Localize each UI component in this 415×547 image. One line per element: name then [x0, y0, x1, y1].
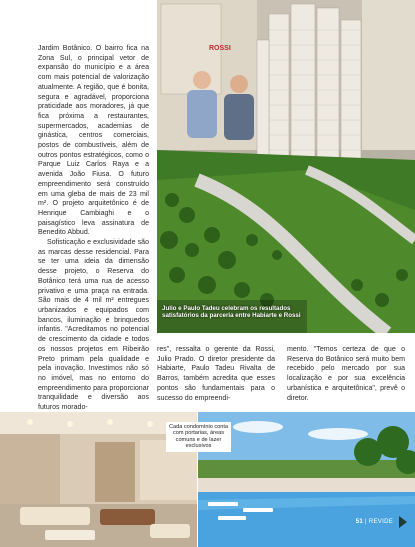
- magazine-name: REVIDE: [368, 519, 393, 525]
- rossi-sign: ROSSI: [209, 45, 231, 52]
- hero-photo-model: [157, 0, 415, 333]
- hero-caption: Julio e Paulo Tadeu celebram os resultados satisfatórios da parceria entre Habiarte e Rossi: [162, 305, 301, 320]
- article-column-2: res", ressalta o gerente da Rossi, Julio Prado. O diretor presidente da Habiarte, Paulo Tadeu Rivalta de Barros, também acredita que esses pontos são fundamentais para o sucesso do empreendi-: [157, 346, 275, 402]
- page-footer: [356, 519, 393, 525]
- page-number: 51: [355, 519, 364, 525]
- article-column-left: [38, 44, 149, 413]
- article-column-3: mento. "Temos certeza de que o Reserva do Botânico será muito bem recebido pelo mercado por sua localização e por sua excelência urbanística e arquitetônica", prevê o diretor.: [287, 346, 405, 402]
- next-page-arrow-icon[interactable]: [399, 516, 407, 528]
- model-illustration: [157, 0, 415, 333]
- pool-caption: Cada condomínio conta com portarias, áreas comuns e de lazer exclusivos: [166, 422, 231, 452]
- footer-separator: |: [365, 519, 367, 525]
- paragraph: Sofisticação e exclusividade são as marcas desse residencial. Para se ter uma ideia da dimensão desse projeto, o Reserva do Botânico terá uma rua de acesso privativo e uma praça na entrada. São mais de 4 mil m² entregues urbanizados e equipados com bancos, iluminação e brinquedos infantis. "Acreditamos no potencial de crescimento da cidade e todos os nossos projetos em Ribeirão Preto primam pela qualidade e pela inovação. Investimos não só no imóvel, mas no entorno do empreendimento para proporcionar tranquilidade e diversão aos futuros morado-: [38, 239, 149, 412]
- paragraph: Jardim Botânico. O bairro fica na Zona Sul, o principal vetor de expansão do município e a área com mais potencial de valorização atualmente. A região, que é bonita, segura e agradável, proporciona praticidade aos moradores, já que fica próxima a restaurantes, supermercados, academias de ginástica, centros comerciais, postos de combustíveis, além de outros pontos estratégicos, como o Parque Luiz Carlos Raya e a avenida João Fiusa. O futuro empreendimento será construído em uma gleba de mais de 23 mil m². O projeto arquitetônico é de Henrique Cambiaghi e o paisagístico leva assinatura de Benedito Abbud.: [38, 45, 149, 237]
